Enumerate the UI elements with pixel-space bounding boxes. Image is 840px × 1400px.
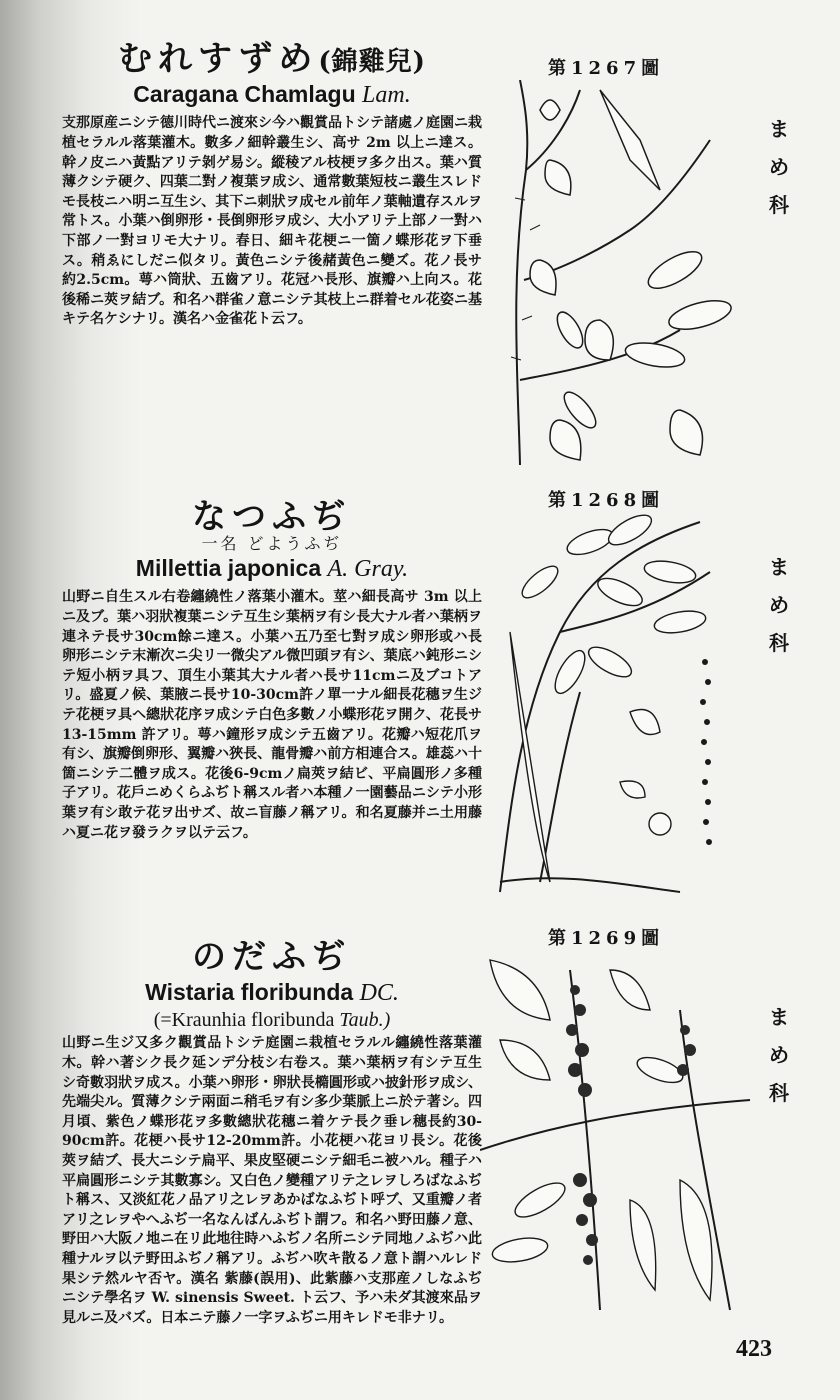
synonym [62,1010,482,1030]
millettia-drawing [480,512,752,902]
caragana-drawing [480,80,752,470]
entry-caragana [62,39,482,330]
entry-description: 山野ニ自生スル右卷纏繞性ノ落葉小灌木。莖ハ細長高サ 3m 以上ニ及ブ。葉ハ羽狀複葉ニシテ互生シ葉柄ヲ有シ長大ナル者ハ葉柄ヲ連ネテ長サ30cm餘ニ達ス。小葉ハ五乃至七對ヲ成シ卵形或ハ長卵形ニシテ末漸次ニ尖リ一微尖アル微凹頭ヲ有シ、葉底ハ鈍形ニシテ短小柄ヲ具フ、頂生小葉其大ナル者ハ長サ11cmニ及ブコトアリ。盛夏ノ候、葉腋ニ長サ10-30cm許ノ單一ナル細長花穗ヲ生ジテ花梗ヲ具ヘ總狀花序ヲ成シテ白色多數ノ小蝶形花ヲ開ク、花長サ 13-15mm 許アリ。萼ハ鐘形ヲ成シテ五齒アリ。花瓣ハ短花爪ヲ有シ、旗瓣倒卵形、翼瓣ハ狹長、龍骨瓣ハ前方相連合ス。雄蕊ハ十箇ニシテ二體ヲ成ス。花後6-9cmノ扁莢ヲ結ビ、平扁圓形ノ多種子アリ。花戶ニめくらふぢト稱スル者ハ本種ノ一園藝品ニシテ小形葉ヲ有シ敢テ花ヲ出サズ、故ニ盲藤ノ稱アリ。和名夏藤并ニ土用藤ハ夏ニ花ヲ發ラクヲ以テ云フ。 [62,589,482,841]
alternate-name: 一名 どようふぢ [201,534,343,553]
scientific-name [62,556,482,582]
sci-binomial: Caragana Chamlagu [133,81,356,107]
title-kana: なつふぢ [192,497,352,537]
scientific-name [62,980,482,1006]
illustration-caragana [480,80,752,470]
figure-label: 第1267圖 [548,58,665,79]
synonym-author: Taub.) [339,1009,391,1032]
wistaria-drawing [480,950,752,1320]
entry-title [62,937,482,977]
entry-wistaria [62,937,482,1328]
scientific-name [62,82,482,108]
illustration-millettia [480,512,752,902]
title-kanji: (錦雞兒) [318,47,426,77]
sci-binomial: Wistaria floribunda [145,979,354,1005]
family-label: まめ科 [769,117,789,217]
sci-binomial: Millettia japonica [135,555,322,581]
sci-author: A. Gray. [327,556,409,582]
entry-millettia [62,497,482,843]
entry-title [62,497,482,537]
page-number: 423 [736,1336,772,1362]
title-kana: むれすずめ [118,39,319,79]
entry-description: 山野ニ生ジ又多ク觀賞品トシテ庭園ニ栽植セラルル纏繞性落葉灌木。幹ハ著シク長ク延ンデ分枝シ右卷ス。葉ハ葉柄ヲ有シテ互生シ奇數羽狀ヲ成ス。小葉ハ卵形・卵狀長橢圓形或ハ披針形ヲ成シ、先端尖ル。質薄クシテ兩面ニ稍毛ヲ有シ多少葉脈上ニ於テ著シ。四月頃、紫色ノ蝶形花ヲ多數總狀花穗ニ着ケテ長ク垂レ穗長約30-90cm許。花梗ハ長サ12-20mm許。小花梗ハ花ヨリ長シ。花後莢ヲ結ブ、長大ニシテ扁平、果皮堅硬ニシテ細毛ニ被ハル。種子ハ平扁圓形ニシテ其數寡シ。又白色ノ變種アリテ之レヲしろばなふぢト稱ス、又淡紅花ノ品アリ之レヲあかばなふぢト呼ブ、又重瓣ノ者アリ之レヲやへふぢ一名なんばんふぢト謂フ。和名ハ野田藤ノ意、野田ハ大阪ノ地ニ在リ此地往時ハふぢノ名所ニシテ同地ノふぢハ此種ナルヲ以テ野田ふぢノ稱アリ。ふぢハ吹キ散るノ意ト謂ハルレド果シテ然ルヤ否ヤ。漢名 紫藤(誤用)、此紫藤ハ支那産ノしなふぢニシテ學名ヲ W. sinensis Sweet. ト云フ、予ハ未ダ其渡來品ヲ見ルニ及バズ。日本ニテ藤ノ一字ヲふぢニ用キレドモ非ナリ。 [62,1035,482,1326]
sci-author: Lam. [362,82,411,108]
figure-label: 第1268圖 [548,490,665,511]
entry-description: 支那原産ニシテ德川時代ニ渡來シ今ハ觀賞品トシテ諸處ノ庭園ニ栽植セラルル落葉灌木。數多ノ細幹叢生シ、高サ 2m 以上ニ達ス。幹ノ皮ニハ黃點アリテ剝ゲ易シ。縱稜アル枝梗ヲ多ク出ス。葉ハ質薄クシテ硬ク、四葉二對ノ複葉ヲ成シ、通常數葉短枝ニ叢生スレドモ長枝ニハ明ニ互生シ、其下ニ刺狀ヲ成セル前年ノ葉軸遺存スルヲ常トス。小葉ハ倒卵形・長倒卵形ヲ成シ、大小アリテ上部ノ一對ハ下部ノ一對ヨリモ大ナリ。春日、細キ花梗ニ一箇ノ蝶形花ヲ下垂ス。稍ゑにしだニ似タリ。黃色ニシテ後赭黃色ニ變ズ。花ノ長サ約2.5cm。萼ハ筒狀、五齒アリ。花冠ハ長形、旗瓣ハ上向ス。花後稀ニ莢ヲ結ブ。和名ハ群雀ノ意ニシテ其枝上ニ群着セル花姿ニ基キテ名ケシナリ。漢名ハ金雀花ト云フ。 [62,115,482,328]
sci-author: DC. [359,980,399,1006]
entry-title [62,39,482,79]
synonym-name: (=Kraunhia floribunda [153,1009,335,1032]
family-label: まめ科 [769,555,789,655]
illustration-wistaria [480,950,752,1320]
title-kana: のだふぢ [192,937,352,977]
family-label: まめ科 [769,1005,789,1105]
figure-label: 第1269圖 [548,928,665,949]
